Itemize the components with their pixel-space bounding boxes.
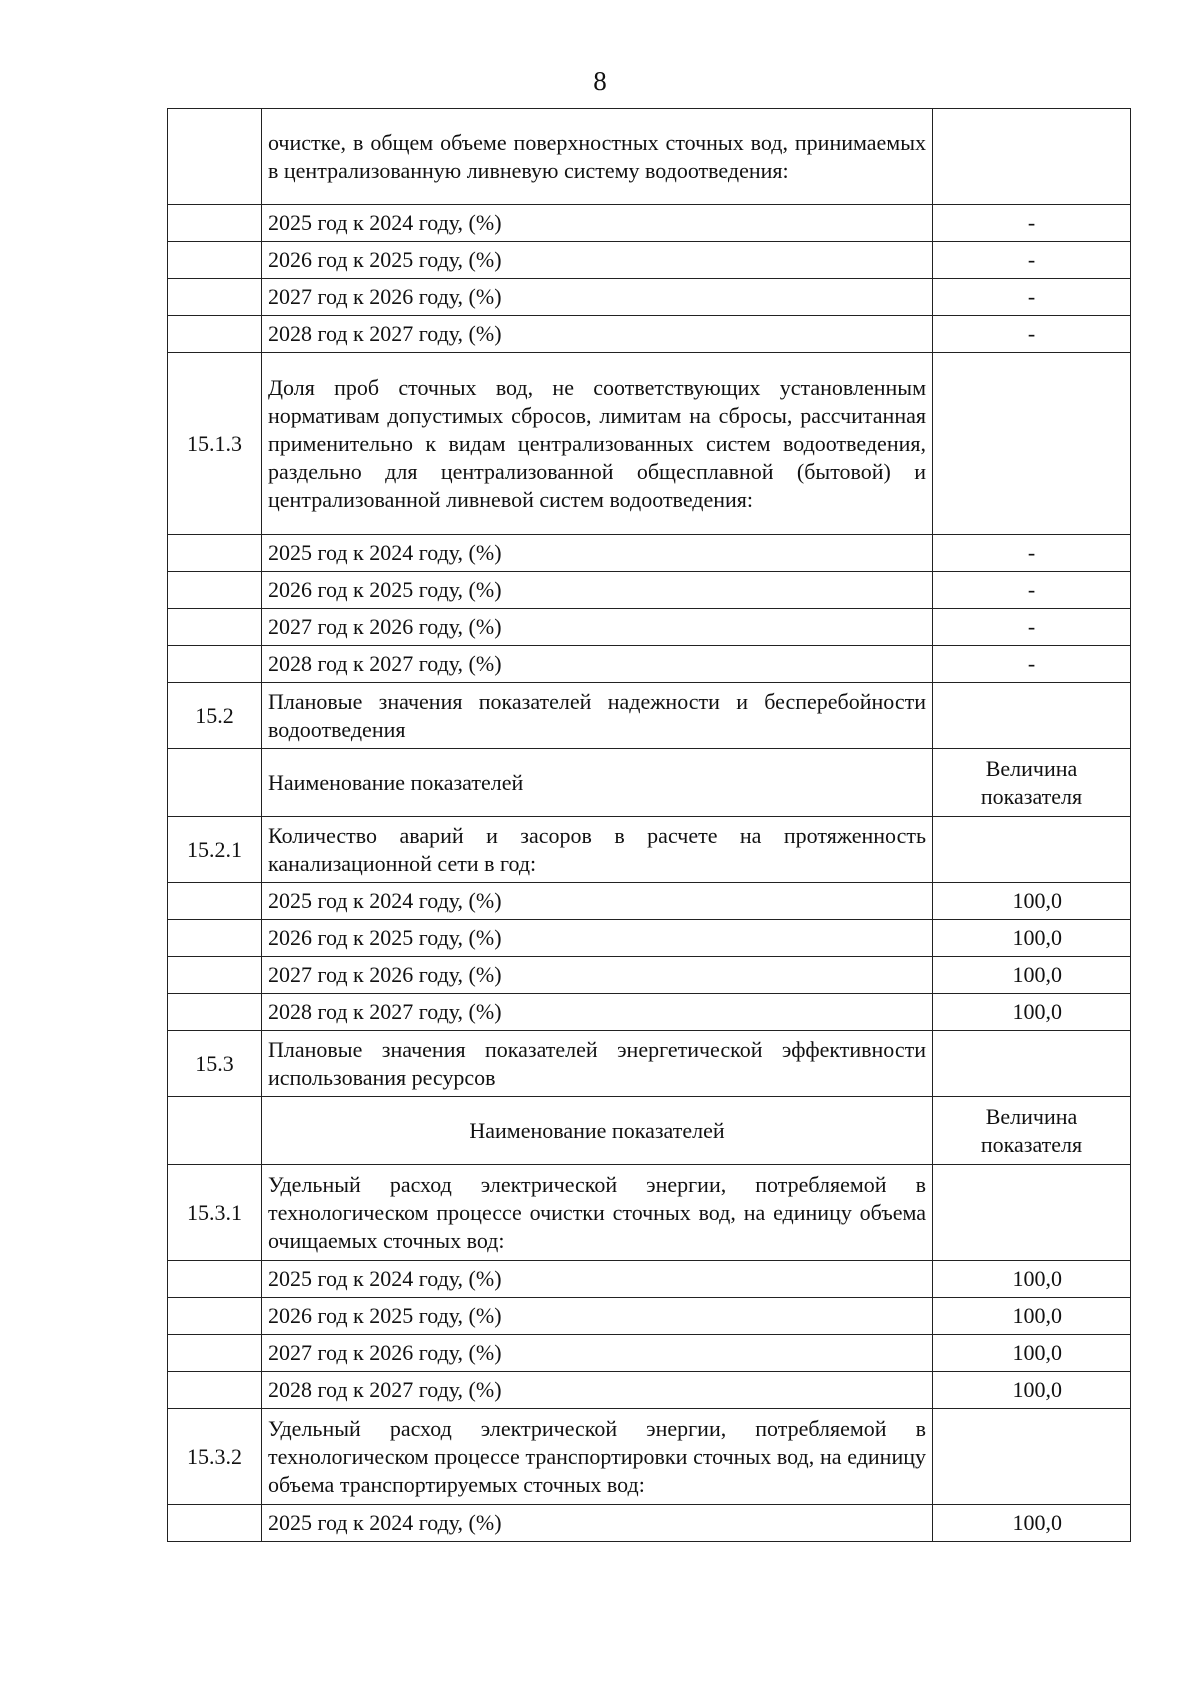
row-number <box>168 572 262 609</box>
row-number <box>168 883 262 920</box>
column-header-value: Величина показателя <box>933 1097 1131 1165</box>
table-row <box>168 353 1131 535</box>
indicator-value: - <box>933 316 1131 353</box>
indicator-value <box>933 109 1131 205</box>
row-number <box>168 957 262 994</box>
indicator-label: 2026 год к 2025 году, (%) <box>262 1298 933 1335</box>
indicator-label: очистке, в общем объеме поверхностных сточных вод, принимаемых в централизованную ливневую систему водоотведения: <box>262 109 933 205</box>
indicator-value: 100,0 <box>933 1298 1131 1335</box>
row-number: 15.2 <box>168 683 262 749</box>
table-row <box>168 609 1131 646</box>
table-row <box>168 205 1131 242</box>
row-number <box>168 1335 262 1372</box>
table-row <box>168 1372 1131 1409</box>
column-header-name: Наименование показателей <box>262 749 933 817</box>
table-row <box>168 279 1131 316</box>
indicator-value: - <box>933 572 1131 609</box>
table-row <box>168 109 1131 205</box>
indicator-label: Удельный расход электрической энергии, потребляемой в технологическом процессе очистки сточных вод, на единицу объема очищаемых сточных вод: <box>262 1165 933 1261</box>
table-row <box>168 883 1131 920</box>
row-number <box>168 994 262 1031</box>
row-number: 15.3.2 <box>168 1409 262 1505</box>
indicator-value <box>933 817 1131 883</box>
indicator-value: 100,0 <box>933 957 1131 994</box>
indicators-table <box>167 108 1131 1542</box>
table-row <box>168 1505 1131 1542</box>
row-number: 15.1.3 <box>168 353 262 535</box>
table-row <box>168 920 1131 957</box>
indicator-value: - <box>933 279 1131 316</box>
indicator-label: 2028 год к 2027 году, (%) <box>262 316 933 353</box>
column-header-name: Наименование показателей <box>262 1097 933 1165</box>
indicator-label: 2025 год к 2024 году, (%) <box>262 1505 933 1542</box>
indicator-label: 2026 год к 2025 году, (%) <box>262 920 933 957</box>
table-row <box>168 994 1131 1031</box>
row-number: 15.3 <box>168 1031 262 1097</box>
indicator-label: 2025 год к 2024 году, (%) <box>262 205 933 242</box>
indicator-label: 2027 год к 2026 году, (%) <box>262 957 933 994</box>
indicator-value: - <box>933 205 1131 242</box>
indicator-label: 2025 год к 2024 году, (%) <box>262 883 933 920</box>
table-row <box>168 316 1131 353</box>
row-number <box>168 316 262 353</box>
indicator-label: 2025 год к 2024 году, (%) <box>262 1261 933 1298</box>
row-number <box>168 1505 262 1542</box>
indicator-value: - <box>933 535 1131 572</box>
indicator-label: Плановые значения показателей надежности и бесперебойности водоотведения <box>262 683 933 749</box>
row-number: 15.2.1 <box>168 817 262 883</box>
indicator-value <box>933 1165 1131 1261</box>
table-row <box>168 646 1131 683</box>
table-row <box>168 1335 1131 1372</box>
indicator-label: 2026 год к 2025 году, (%) <box>262 242 933 279</box>
row-number <box>168 109 262 205</box>
indicator-label: Удельный расход электрической энергии, потребляемой в технологическом процессе транспортировки сточных вод, на единицу объема транспортируемых сточных вод: <box>262 1409 933 1505</box>
table-header-row <box>168 1097 1131 1165</box>
indicator-label: 2028 год к 2027 году, (%) <box>262 994 933 1031</box>
table-row <box>168 1298 1131 1335</box>
indicator-value: 100,0 <box>933 994 1131 1031</box>
indicator-label: 2027 год к 2026 году, (%) <box>262 609 933 646</box>
row-number <box>168 1298 262 1335</box>
page-number: 8 <box>593 66 607 96</box>
indicator-value: - <box>933 646 1131 683</box>
table-row <box>168 957 1131 994</box>
indicator-value <box>933 353 1131 535</box>
row-number: 15.3.1 <box>168 1165 262 1261</box>
row-number <box>168 1097 262 1165</box>
table-row <box>168 535 1131 572</box>
indicator-label: 2025 год к 2024 году, (%) <box>262 535 933 572</box>
table-row <box>168 683 1131 749</box>
row-number <box>168 749 262 817</box>
indicator-value: 100,0 <box>933 1261 1131 1298</box>
indicator-label: 2027 год к 2026 году, (%) <box>262 279 933 316</box>
row-number <box>168 609 262 646</box>
indicator-value: - <box>933 242 1131 279</box>
table-row <box>168 242 1131 279</box>
row-number <box>168 242 262 279</box>
indicator-label: 2026 год к 2025 году, (%) <box>262 572 933 609</box>
table-row <box>168 1165 1131 1261</box>
column-header-value: Величина показателя <box>933 749 1131 817</box>
row-number <box>168 205 262 242</box>
indicator-label: Количество аварий и засоров в расчете на протяженность канализационной сети в год: <box>262 817 933 883</box>
row-number <box>168 1372 262 1409</box>
indicator-label: Плановые значения показателей энергетической эффективности использования ресурсов <box>262 1031 933 1097</box>
row-number <box>168 279 262 316</box>
indicator-value: 100,0 <box>933 920 1131 957</box>
indicator-label: 2027 год к 2026 году, (%) <box>262 1335 933 1372</box>
row-number <box>168 646 262 683</box>
indicator-value: 100,0 <box>933 1372 1131 1409</box>
indicator-label: 2028 год к 2027 году, (%) <box>262 1372 933 1409</box>
indicator-value <box>933 683 1131 749</box>
table-row <box>168 572 1131 609</box>
row-number <box>168 535 262 572</box>
row-number <box>168 1261 262 1298</box>
table-row <box>168 1409 1131 1505</box>
indicator-value: 100,0 <box>933 1505 1131 1542</box>
table-row <box>168 1261 1131 1298</box>
indicator-value <box>933 1031 1131 1097</box>
indicator-label: Доля проб сточных вод, не соответствующих установленным нормативам допустимых сбросов, лимитам на сбросы, рассчитанная применительно к видам централизованных систем водоотведения, раздельно для централизованной общесплавной (бытовой) и централизованной ливневой систем водоотведения: <box>262 353 933 535</box>
indicator-value: 100,0 <box>933 1335 1131 1372</box>
table-row <box>168 1031 1131 1097</box>
indicator-label: 2028 год к 2027 году, (%) <box>262 646 933 683</box>
table-header-row <box>168 749 1131 817</box>
row-number <box>168 920 262 957</box>
indicator-value: 100,0 <box>933 883 1131 920</box>
table-row <box>168 817 1131 883</box>
indicator-value <box>933 1409 1131 1505</box>
indicator-value: - <box>933 609 1131 646</box>
